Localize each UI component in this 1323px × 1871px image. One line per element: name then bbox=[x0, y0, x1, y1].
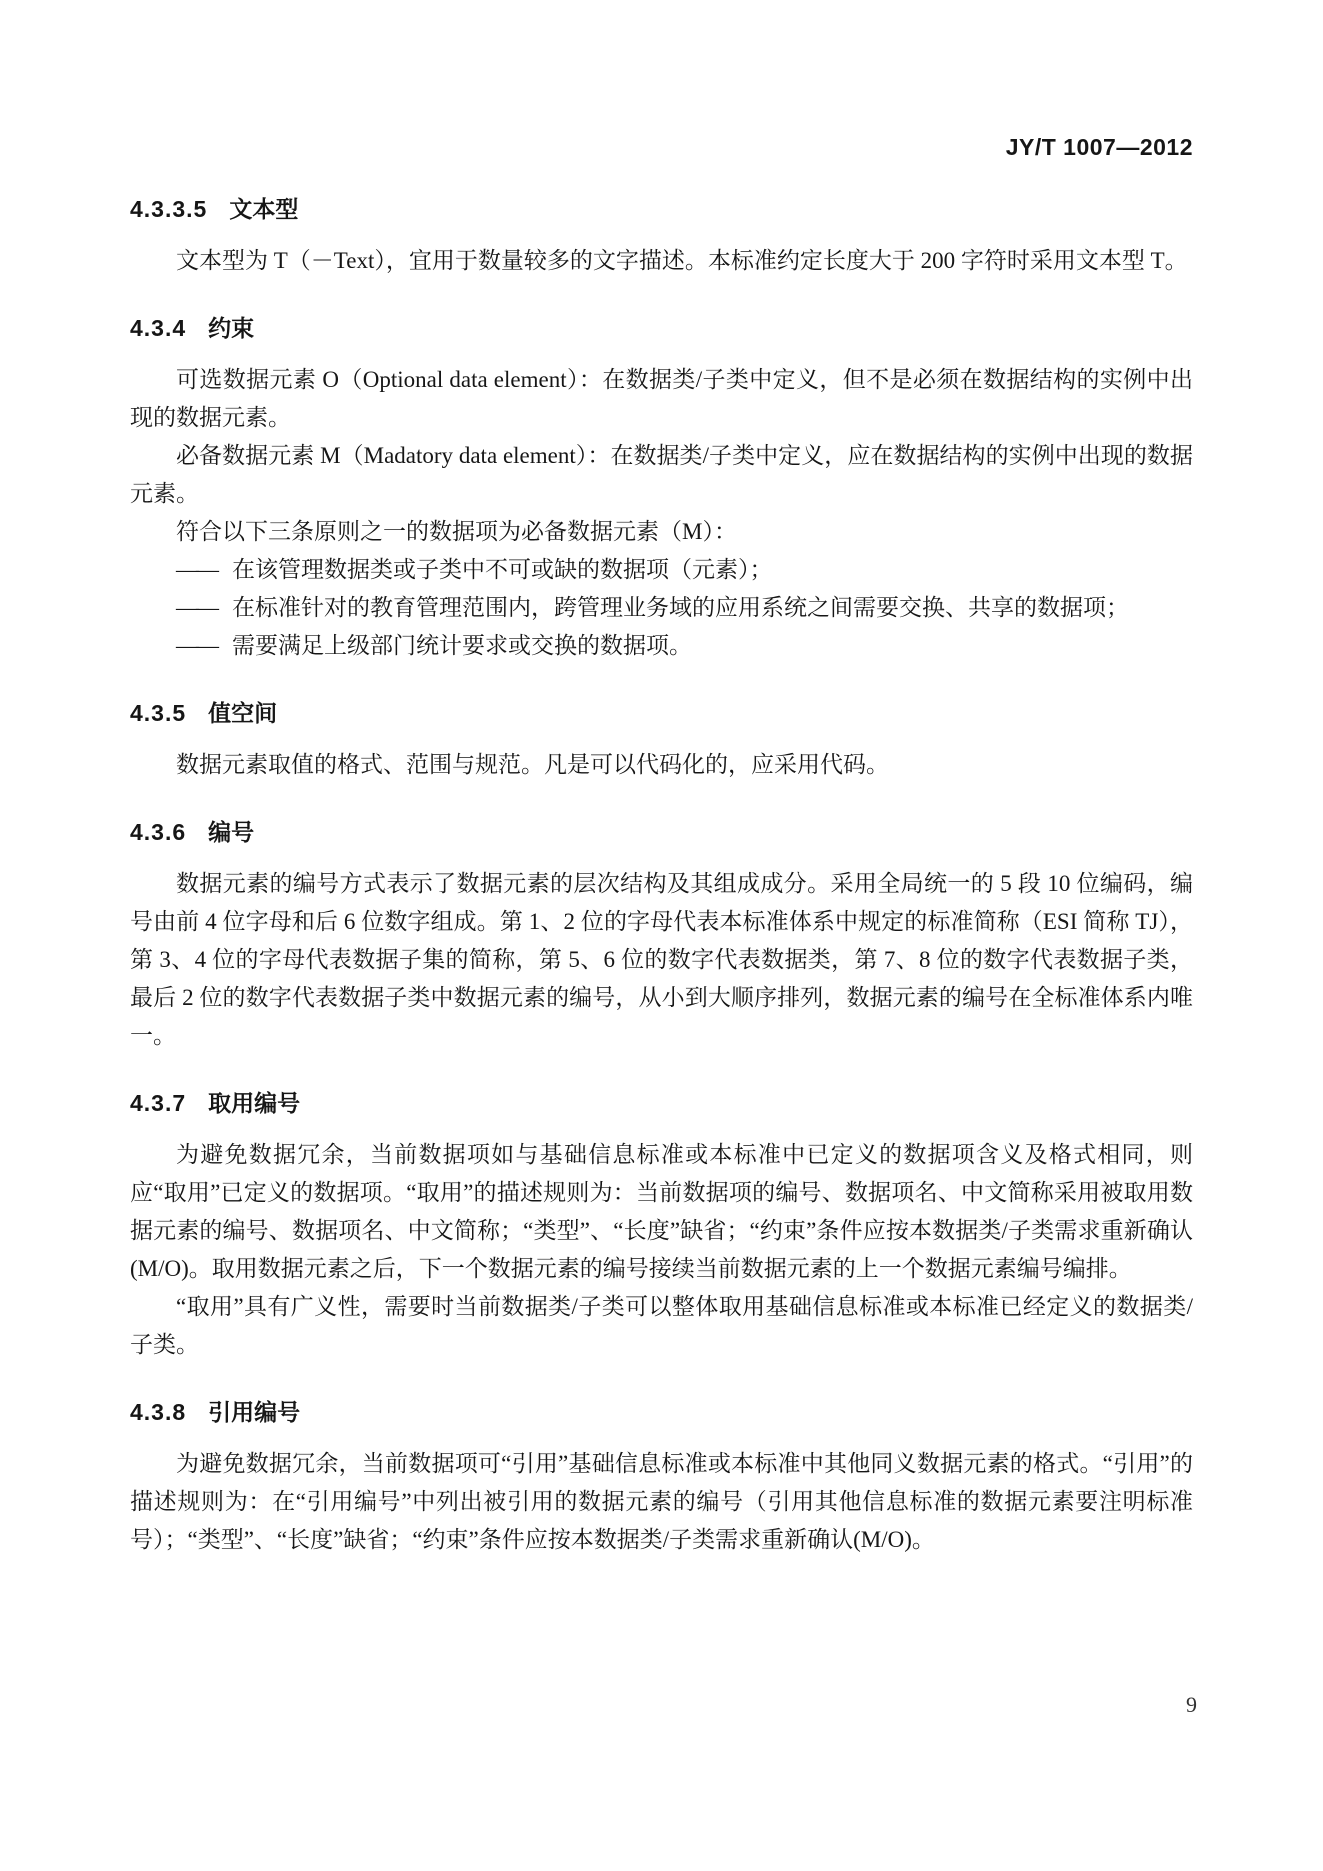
section-title: 编号 bbox=[208, 819, 255, 845]
paragraph: 必备数据元素 M（Madatory data element）：在数据类/子类中定义，应在数据结构的实例中出现的数据元素。 bbox=[130, 443, 1193, 506]
section-number: 4.3.7 bbox=[130, 1090, 187, 1116]
list-item bbox=[130, 551, 1193, 589]
section-4-3-5 bbox=[130, 695, 1193, 784]
section-4-3-8 bbox=[130, 1394, 1193, 1559]
section-heading bbox=[130, 1394, 1193, 1427]
section-title: 约束 bbox=[208, 315, 255, 341]
paragraph: 数据元素取值的格式、范围与规范。凡是可以代码化的，应采用代码。 bbox=[176, 752, 889, 777]
section-title: 引用编号 bbox=[208, 1399, 301, 1425]
section-heading bbox=[130, 1085, 1193, 1118]
section-heading bbox=[130, 310, 1193, 343]
section-number: 4.3.3.5 bbox=[130, 196, 208, 222]
dash-marker: —— bbox=[176, 557, 216, 582]
page-number: 9 bbox=[1186, 1692, 1197, 1717]
list-item bbox=[130, 627, 1193, 665]
paragraph: 为避免数据冗余，当前数据项如与基础信息标准或本标准中已定义的数据项含义及格式相同，则应“取用”已定义的数据项。“取用”的描述规则为：当前数据项的编号、数据项名、中文简称采用被取用数据元素的编号、数据项名、中文简称；“类型”、“长度”缺省；“约束”条件应按本数据类/子类需求重新确认(M/O)。取用数据元素之后，下一个数据元素的编号接续当前数据元素的上一个数据元素编号编排。 bbox=[130, 1142, 1193, 1281]
section-4-3-3-5 bbox=[130, 191, 1193, 280]
list-item-text: 在该管理数据类或子类中不可或缺的数据项（元素）； bbox=[232, 557, 773, 582]
section-title: 文本型 bbox=[229, 196, 299, 222]
list-item-text: 需要满足上级部门统计要求或交换的数据项。 bbox=[232, 633, 692, 658]
section-title: 取用编号 bbox=[208, 1090, 301, 1116]
section-number: 4.3.8 bbox=[130, 1399, 187, 1425]
section-number: 4.3.6 bbox=[130, 819, 187, 845]
section-heading bbox=[130, 191, 1193, 224]
paragraph: “取用”具有广义性，需要时当前数据类/子类可以整体取用基础信息标准或本标准已经定义的数据类/子类。 bbox=[130, 1294, 1193, 1357]
dash-marker: —— bbox=[176, 595, 216, 620]
list-item-text: 在标准针对的教育管理范围内，跨管理业务域的应用系统之间需要交换、共享的数据项； bbox=[232, 595, 1129, 620]
paragraph: 符合以下三条原则之一的数据项为必备数据元素（M）： bbox=[176, 519, 737, 544]
section-4-3-6 bbox=[130, 814, 1193, 1055]
paragraph: 文本型为 T（－Text），宜用于数量较多的文字描述。本标准约定长度大于 200 字符时采用文本型 T。 bbox=[176, 248, 1188, 273]
list-item bbox=[130, 589, 1193, 627]
section-number: 4.3.4 bbox=[130, 315, 187, 341]
dash-marker: —— bbox=[176, 633, 216, 658]
paragraph: 可选数据元素 O（Optional data element）：在数据类/子类中定义，但不是必须在数据结构的实例中出现的数据元素。 bbox=[130, 367, 1193, 430]
section-title: 值空间 bbox=[208, 700, 278, 726]
paragraph: 数据元素的编号方式表示了数据元素的层次结构及其组成成分。采用全局统一的 5 段 10 位编码，编号由前 4 位字母和后 6 位数字组成。第 1、2 位的字母代表本标准体系中规定的标准简称（ESI 简称 TJ），第 3、4 位的字母代表数据子集的简称，第 5、6 位的数字代表数据类，第 7、8 位的数字代表数据子类，最后 2 位的数字代表数据子类中数据元素的编号，从小到大顺序排列，数据元素的编号在全标准体系内唯一。 bbox=[130, 871, 1193, 1048]
section-heading bbox=[130, 695, 1193, 728]
section-number: 4.3.5 bbox=[130, 700, 187, 726]
section-4-3-7 bbox=[130, 1085, 1193, 1364]
section-heading bbox=[130, 814, 1193, 847]
section-4-3-4 bbox=[130, 310, 1193, 665]
paragraph: 为避免数据冗余，当前数据项可“引用”基础信息标准或本标准中其他同义数据元素的格式。“引用”的描述规则为：在“引用编号”中列出被引用的数据元素的编号（引用其他信息标准的数据元素要注明标准号）；“类型”、“长度”缺省；“约束”条件应按本数据类/子类需求重新确认(M/O)。 bbox=[130, 1451, 1193, 1552]
document-number-header: JY/T 1007—2012 bbox=[1005, 134, 1193, 160]
